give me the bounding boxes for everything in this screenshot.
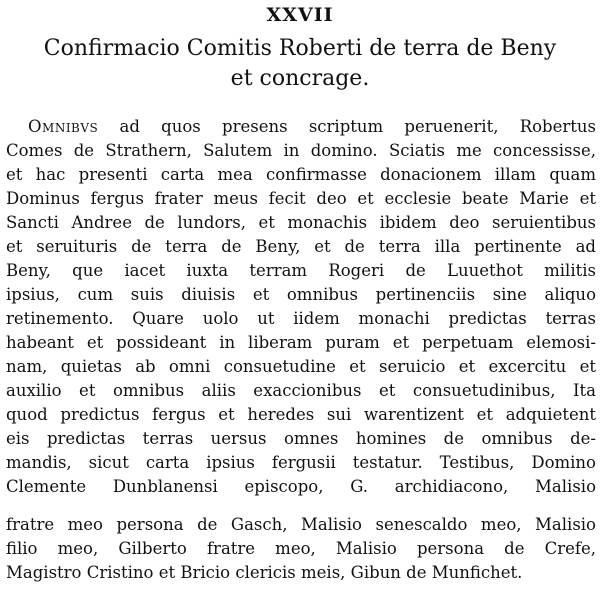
charter-body <box>0 115 600 585</box>
continuation-line: Magistro Cristino et Bricio clericis meis, Gibun de Munfichet. <box>6 563 523 582</box>
body-line: Dominus fergus frater meus fecit deo et ecclesie beate Marie et <box>6 189 596 208</box>
body-line: Beny, que iacet iuxta terram Rogeri de Luuethot militis <box>6 261 596 280</box>
body-line: habeant et possideant in liberam puram et perpetuam elemosi- <box>6 333 596 352</box>
body-line: mandis, sicut carta ipsius fergusii testatur. Testibus, Domino <box>6 453 596 472</box>
title-line-1: Confirmacio Comitis Roberti de terra de Beny <box>43 36 557 61</box>
body-line: Sancti Andree de lundors, et monachis ibidem deo seruientibus <box>6 213 596 232</box>
body-line: auxilio et omnibus aliis exaccionibus et consuetudinibus, Ita <box>6 381 596 400</box>
body-line: quod predictus fergus et heredes sui warentizent et adquietent <box>6 405 596 424</box>
charter-title <box>0 34 600 94</box>
body-line: eis predictas terras uersus omnes homines de omnibus de- <box>6 429 596 448</box>
page-gap <box>0 499 600 513</box>
body-line: nam, quietas ab omni consuetudine et seruicio et excercitu et <box>6 357 596 376</box>
continuation-line: filio meo, Gilberto fratre meo, Malisio persona de Crefe, <box>6 539 596 558</box>
continuation-line: fratre meo persona de Gasch, Malisio senescaldo meo, Malisio <box>6 515 596 534</box>
body-line: Clemente Dunblanensi episcopo, G. archidiacono, Malisio <box>6 477 596 496</box>
body-line: et seruituris de terra de Beny, et de terra illa pertinente ad <box>6 237 596 256</box>
body-line <box>0 115 600 139</box>
body-line: et hac presenti carta mea confirmasse donacionem illam quam <box>6 165 596 184</box>
body-line: ipsius, cum suis diuisis et omnibus pertinenciis sine aliquo <box>6 285 596 304</box>
title-line-2: et concrage. <box>230 66 370 91</box>
body-line: Comes de Strathern, Salutem in domino. Sciatis me concessisse, <box>6 141 596 160</box>
opening-word: Omnibvs <box>28 117 99 136</box>
charter-number: XXVII <box>266 4 334 26</box>
body-line-text: ad quos presens scriptum peruenerit, Robertus <box>98 117 596 136</box>
body-line: retinemento. Quare uolo ut iidem monachi predictas terras <box>6 309 596 328</box>
